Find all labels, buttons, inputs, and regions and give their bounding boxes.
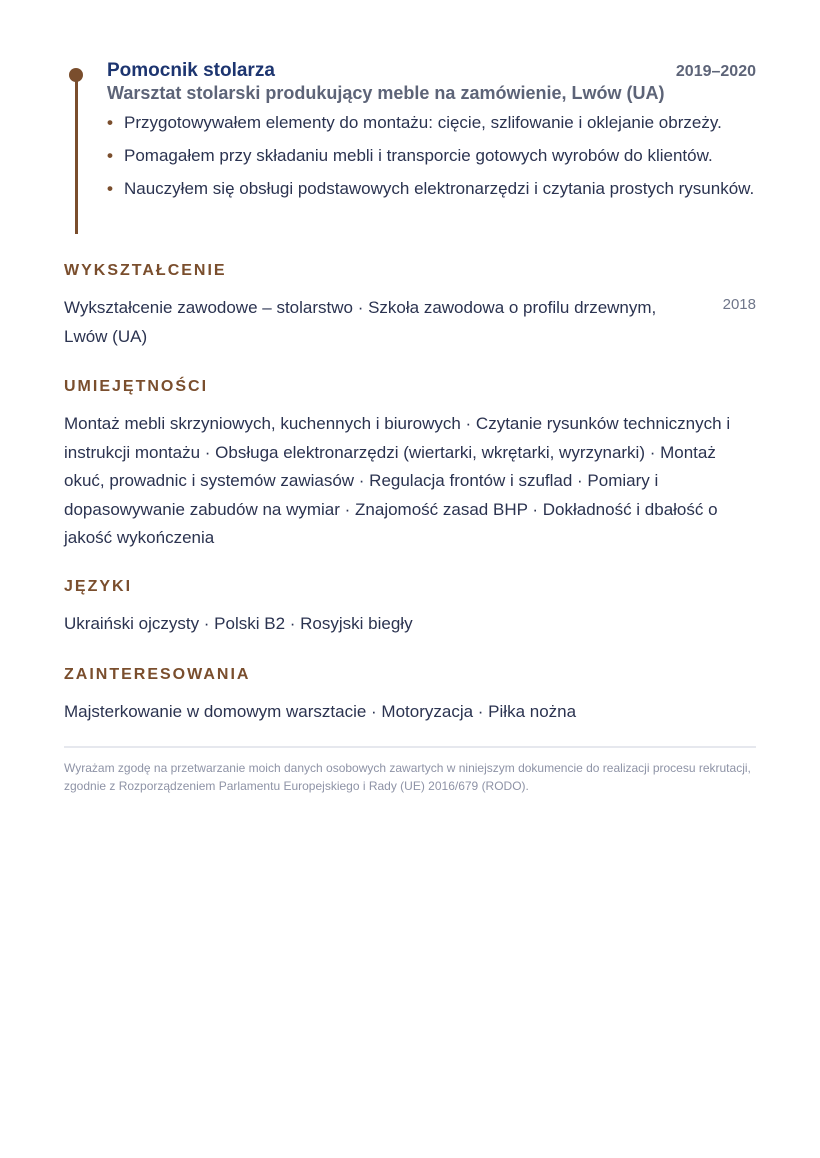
education-year: 2018 (722, 296, 756, 313)
footer-divider (64, 746, 756, 748)
job-body (107, 58, 756, 202)
job-bullet (107, 176, 756, 202)
job-bullet-text: Nauczyłem się obsługi podstawowych elektronarzędzi i czytania prostych rysunków. (124, 179, 755, 198)
interests-text: Majsterkowanie w domowym warsztacie · Motoryzacja · Piłka nożna (64, 702, 577, 721)
bullet-dot-icon: • (107, 113, 113, 132)
job-bullet-text: Pomagałem przy składaniu mebli i transporcie gotowych wyrobów do klientów. (124, 146, 713, 165)
skills-section (64, 378, 756, 553)
education-heading: WYKSZTAŁCENIE (64, 262, 227, 279)
skills-heading: UMIEJĘTNOŚCI (64, 378, 209, 395)
interests-section (64, 666, 756, 727)
timeline-line (75, 80, 78, 234)
job-company: Warsztat stolarski produkujący meble na zamówienie, Lwów (UA) (107, 83, 665, 103)
education-text: Wykształcenie zawodowe – stolarstwo · Szkoła zawodowa o profilu drzewnym, Lwów (UA) (64, 298, 657, 346)
job-dates: 2019–2020 (675, 63, 756, 80)
education-section (64, 262, 756, 351)
job-bullet-text: Przygotowywałem elementy do montażu: cięcie, szlifowanie i oklejanie obrzeży. (124, 113, 722, 132)
languages-section (64, 578, 756, 639)
job-bullet (107, 143, 756, 169)
job-header (107, 58, 756, 82)
gdpr-consent-text: Wyrażam zgodę na przetwarzanie moich danych osobowych zawartych w niniejszym dokumencie do realizacji procesu rekrutacji, zgodnie z Rozporządzeniem Parlamentu Europejskiego i Rady (UE) 2016/679 (RODO). (64, 761, 751, 793)
job-title: Pomocnik stolarza (107, 60, 275, 81)
job-entry (64, 58, 756, 209)
languages-heading: JĘZYKI (64, 578, 133, 595)
skills-text: Montaż mebli skrzyniowych, kuchennych i biurowych · Czytanie rysunków technicznych i instrukcji montażu · Obsługa elektronarzędzi (wiertarki, wkrętarki, wyrzynarki) · Montaż okuć, prowadnic i systemów zawiasów · Regulacja frontów i szuflad · Pomiary i dopasowywanie zabudów na wymiar · Znajomość zasad BHP · Dokładność i dbałość o jakość wykończenia (64, 414, 731, 547)
languages-text: Ukraiński ojczysty · Polski B2 · Rosyjski biegły (64, 614, 413, 633)
bullet-dot-icon: • (107, 179, 113, 198)
bullet-dot-icon: • (107, 146, 113, 165)
job-bullet (107, 110, 756, 136)
job-bullets (107, 110, 756, 202)
interests-heading: ZAINTERESOWANIA (64, 666, 251, 683)
education-row (64, 294, 756, 351)
